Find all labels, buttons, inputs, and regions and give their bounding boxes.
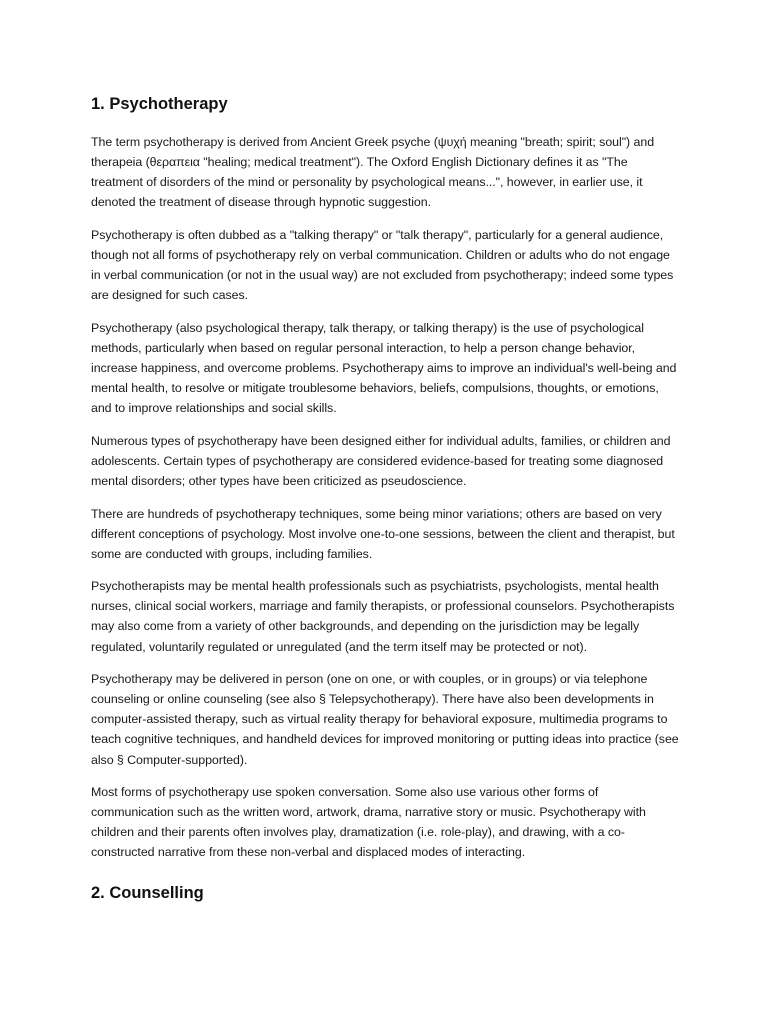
paragraph-talking-therapy: Psychotherapy is often dubbed as a "talking therapy" or "talk therapy", particularly for a general audience, though not all forms of psychotherapy rely on verbal communication. Children or adults who do not engage in verbal communication (or not in the usual way) are not excluded from psychotherapy; indeed some types are designed for such cases. <box>91 227 674 303</box>
section-heading-psychotherapy: 1. Psychotherapy <box>91 95 228 113</box>
paragraph-etymology: The term psychotherapy is derived from Ancient Greek psyche (ψυχή meaning "breath; spirit; soul") and therapeia (θεραπεια "healing; medical treatment"). The Oxford English Dictionary defines it as "The treatment of disorders of the mind or personality by psychological means...", however, in earlier use, it denoted the treatment of disease through hypnotic suggestion. <box>91 135 655 210</box>
paragraph-forms: Most forms of psychotherapy use spoken conversation. Some also use various other forms of communication such as the written word, artwork, drama, narrative story or music. Psychotherapy with children and their parents often involves play, dramatization (i.e. role-play), and drawing, with a co-constructed narrative from these non-verbal and displaced modes of interacting. <box>91 785 646 860</box>
paragraph-delivery: Psychotherapy may be delivered in person (one on one, or with couples, or in groups) or via telephone counseling or online counseling (see also § Telepsychotherapy). There have also been developments in computer-assisted therapy, such as virtual reality therapy for behavioral exposure, multimedia programs to teach cognitive techniques, and handheld devices for improved monitoring or putting ideas into practice (see also § Computer-supported). <box>91 672 679 767</box>
paragraph-techniques: There are hundreds of psychotherapy techniques, some being minor variations; others are based on very different conceptions of psychology. Most involve one-to-one sessions, between the client and therapist, but some are conducted with groups, including families. <box>91 506 675 561</box>
paragraph-definition: Psychotherapy (also psychological therapy, talk therapy, or talking therapy) is the use of psychological methods, particularly when based on regular personal interaction, to help a person change behavior, increase happiness, and overcome problems. Psychotherapy aims to improve an individual's well-being and mental health, to resolve or mitigate troublesome behaviors, beliefs, compulsions, thoughts, or emotions, and to improve relationships and social skills. <box>91 320 677 416</box>
document-page <box>91 92 681 921</box>
paragraph-types: Numerous types of psychotherapy have been designed either for individual adults, families, or children and adolescents. Certain types of psychotherapy are considered evidence-based for treating some diagnosed mental disorders; other types have been criticized as pseudoscience. <box>91 433 671 488</box>
paragraph-psychotherapists: Psychotherapists may be mental health professionals such as psychiatrists, psychologists, mental health nurses, clinical social workers, marriage and family therapists, or professional counselors. Psychotherapists may also come from a variety of other backgrounds, and depending on the jurisdiction may be legally regulated, voluntarily regulated or unregulated (and the term itself may be protected or not). <box>91 579 675 654</box>
section-heading-counselling: 2. Counselling <box>91 883 204 902</box>
